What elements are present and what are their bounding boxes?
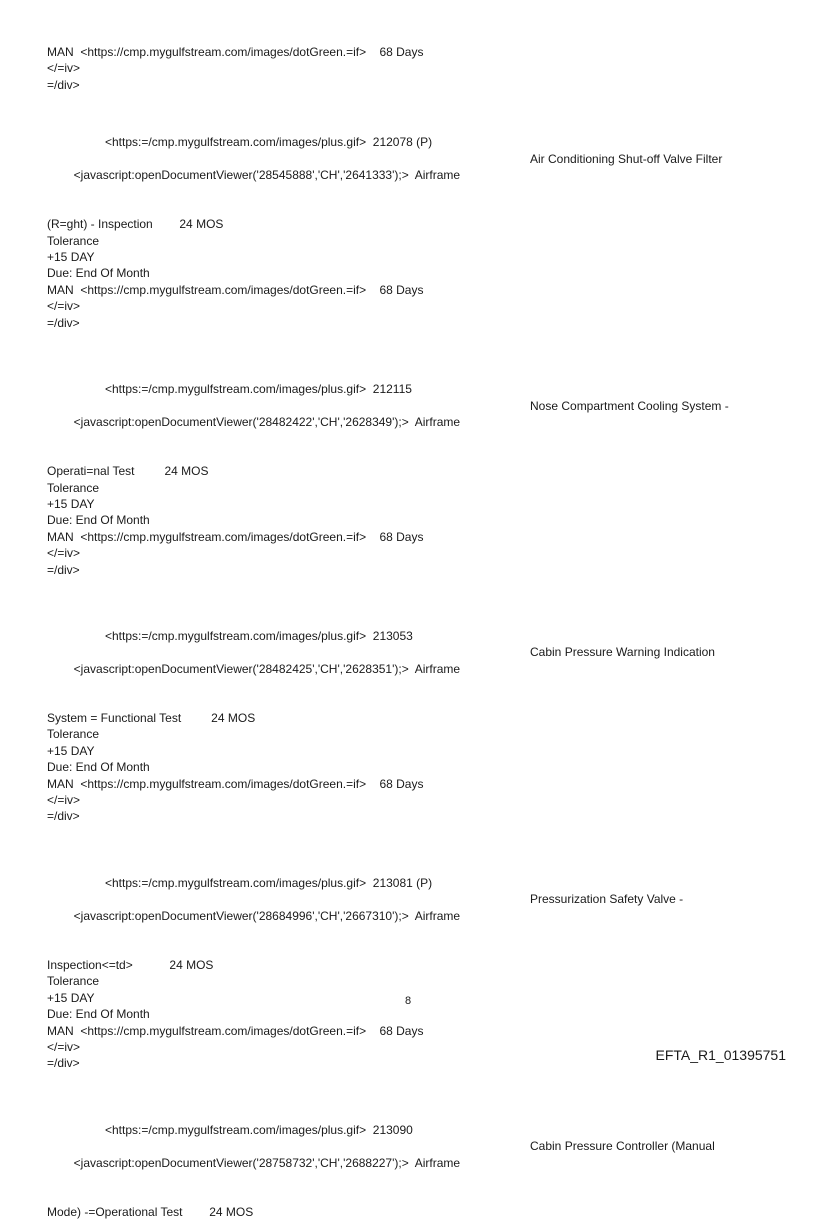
item-description: Nose Compartment Cooling System - xyxy=(530,398,729,413)
item-link-line xyxy=(47,1138,790,1204)
item-link-text: <javascript:openDocumentViewer('28684996','CH','2667310');> Airframe xyxy=(73,908,461,923)
markup-fragment-line: =/div> xyxy=(47,315,80,330)
tolerance-value-line: +15 DAY xyxy=(47,990,95,1005)
due-date-line: Due: End Of Month xyxy=(47,266,150,281)
item-link-text: <javascript:openDocumentViewer('28482425','CH','2628351');> Airframe xyxy=(73,661,461,676)
item-link-text: <javascript:openDocumentViewer('28545888','CH','2641333');> Airframe xyxy=(73,168,461,183)
status-man-line: MAN <https://cmp.mygulfstream.com/images/dotGreen.=if> 68 Days xyxy=(47,529,424,544)
markup-fragment-line: =/div> xyxy=(47,809,80,824)
item-link-text: <javascript:openDocumentViewer('28758732','CH','2688227');> Airframe xyxy=(73,1155,461,1170)
markup-fragment-line: </=iv> xyxy=(47,546,81,561)
item-plus-line: <https:=/cmp.mygulfstream.com/images/plus.gif> 212078 (P) xyxy=(105,135,433,150)
item-link-line xyxy=(47,398,790,464)
tolerance-label-line: Tolerance xyxy=(47,480,100,495)
tolerance-label-line: Tolerance xyxy=(47,974,100,989)
item-link-line xyxy=(47,151,790,217)
due-date-line: Due: End Of Month xyxy=(47,1007,150,1022)
page-content xyxy=(47,44,790,1220)
tolerance-label-line: Tolerance xyxy=(47,233,100,248)
item-description: Air Conditioning Shut-off Valve Filter xyxy=(530,151,723,166)
item-task-continuation-line: Operati=nal Test 24 MOS xyxy=(47,464,209,479)
item-description: Cabin Pressure Controller (Manual xyxy=(530,1139,715,1154)
item-task-continuation-line: (R=ght) - Inspection 24 MOS xyxy=(47,217,224,232)
markup-fragment-line: </=iv> xyxy=(47,61,81,76)
status-man-line: MAN <https://cmp.mygulfstream.com/images/dotGreen.=if> 68 Days xyxy=(47,776,424,791)
tolerance-value-line: +15 DAY xyxy=(47,250,95,265)
task-item-block xyxy=(47,134,790,331)
previous-item-fragment xyxy=(47,44,790,93)
tolerance-value-line: +15 DAY xyxy=(47,496,95,511)
task-item-block xyxy=(47,1122,790,1220)
item-link-text: <javascript:openDocumentViewer('28482422','CH','2628349');> Airframe xyxy=(73,414,461,429)
task-item-block xyxy=(47,628,790,825)
status-man-line: MAN <https://cmp.mygulfstream.com/images/dotGreen.=if> 68 Days xyxy=(47,282,424,297)
task-item-block xyxy=(47,875,790,1072)
status-man-line: MAN <https://cmp.mygulfstream.com/images/dotGreen.=if> 68 Days xyxy=(47,45,424,59)
task-item-block xyxy=(47,381,790,578)
markup-fragment-line: </=iv> xyxy=(47,793,81,808)
page-number: 8 xyxy=(404,995,412,1007)
item-plus-line: <https:=/cmp.mygulfstream.com/images/plus.gif> 213090 xyxy=(105,1122,413,1137)
document-ref-label: EFTA_R1_01395751 xyxy=(655,1047,786,1063)
item-description: Pressurization Safety Valve - xyxy=(530,892,684,907)
item-task-continuation-line: Inspection<=td> 24 MOS xyxy=(47,957,214,972)
item-task-continuation-line: System = Functional Test 24 MOS xyxy=(47,711,256,725)
due-date-line: Due: End Of Month xyxy=(47,760,150,775)
markup-fragment-line: </=iv> xyxy=(47,299,81,314)
markup-fragment-line: =/div> xyxy=(47,562,80,577)
item-plus-line: <https:=/cmp.mygulfstream.com/images/plus.gif> 212115 xyxy=(105,382,412,397)
markup-fragment-line: =/div> xyxy=(47,77,80,92)
item-plus-line: <https:=/cmp.mygulfstream.com/images/plus.gif> 213081 (P) xyxy=(105,875,433,890)
markup-fragment-line: </=iv> xyxy=(47,1039,81,1054)
status-man-line: MAN <https://cmp.mygulfstream.com/images/dotGreen.=if> 68 Days xyxy=(47,1023,424,1038)
due-date-line: Due: End Of Month xyxy=(47,513,150,528)
item-description: Cabin Pressure Warning Indication xyxy=(530,645,715,660)
tolerance-label-line: Tolerance xyxy=(47,727,100,742)
item-task-continuation-line: Mode) -=Operational Test 24 MOS xyxy=(47,1204,254,1219)
item-link-line xyxy=(47,644,790,710)
tolerance-value-line: +15 DAY xyxy=(47,743,95,758)
item-link-line xyxy=(47,891,790,957)
markup-fragment-line: =/div> xyxy=(47,1056,80,1071)
item-plus-line: <https:=/cmp.mygulfstream.com/images/plus.gif> 213053 xyxy=(105,628,413,643)
